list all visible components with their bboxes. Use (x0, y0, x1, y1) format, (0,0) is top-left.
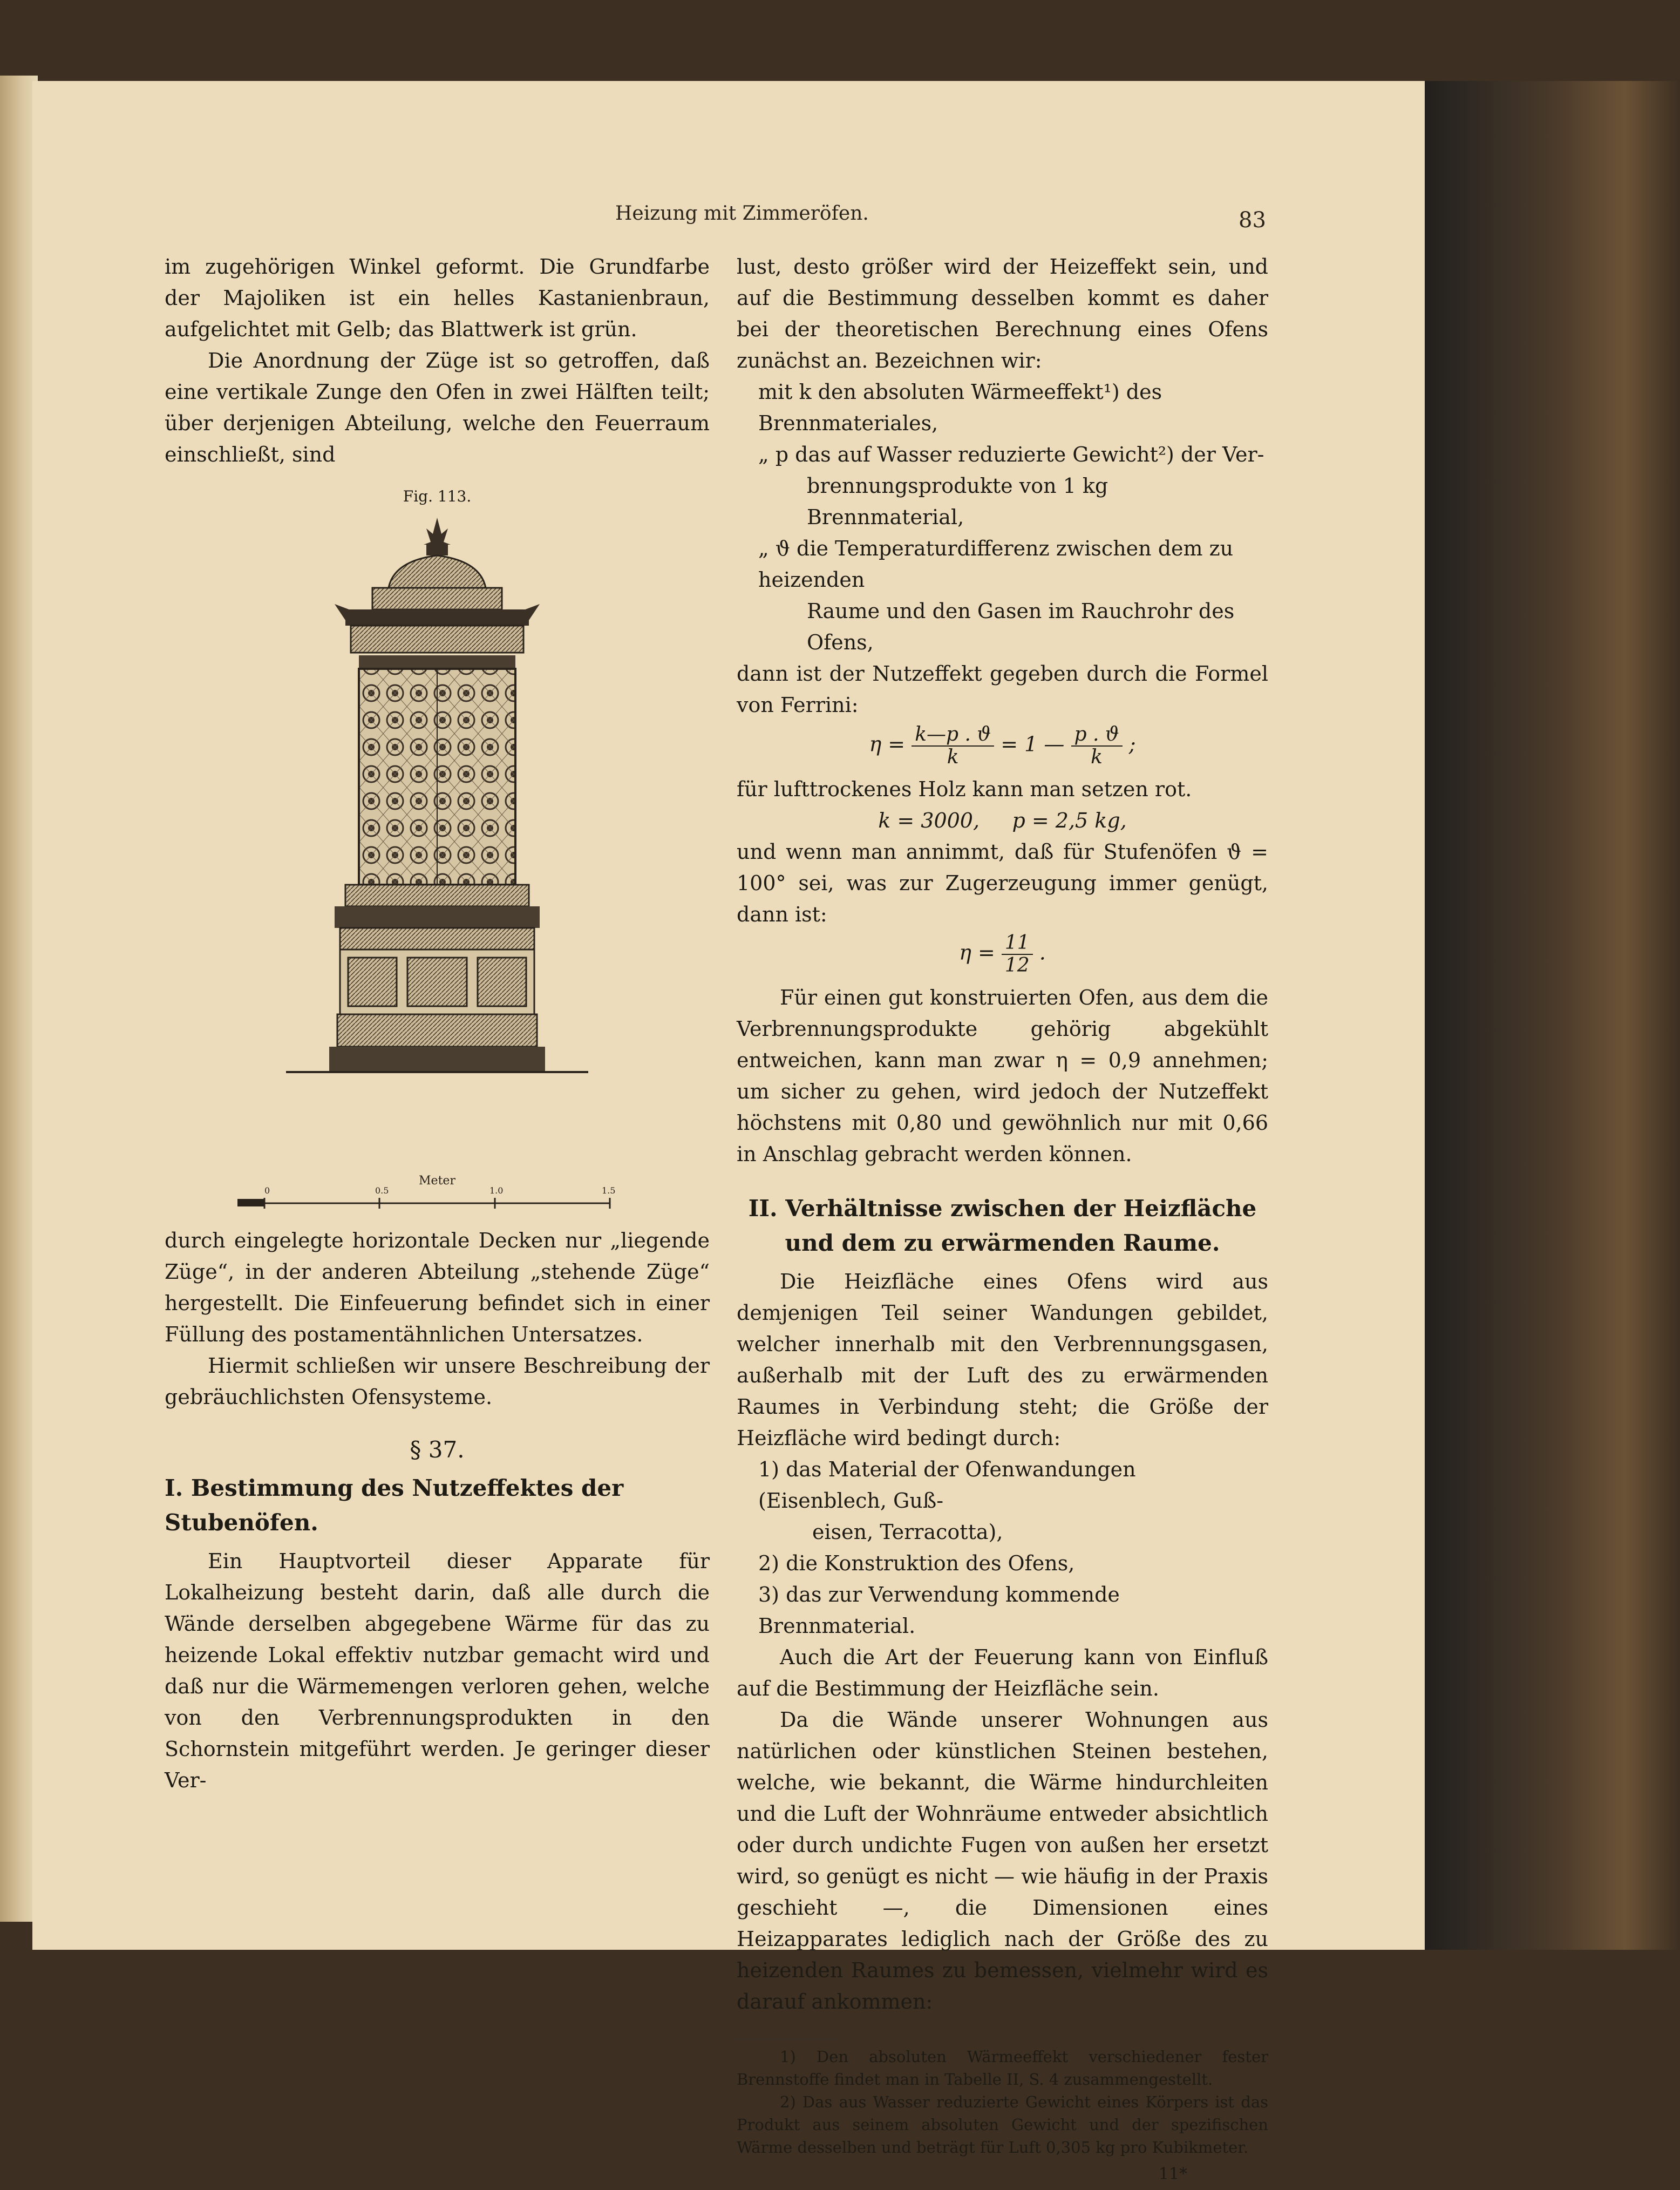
formula-text: ; (1128, 732, 1136, 756)
paragraph: Die Heizfläche eines Ofens wird aus demjenigen Teil seiner Wandungen gebildet, welcher innerhalb mit den Verbrennungsgasen, außerhalb mit der Luft des zu erwärmenden Raumes in Verbindung steht; die Größe der Heizfläche wird bedingt durch: (737, 1270, 1268, 1450)
efficiency-formula (737, 932, 1268, 977)
numerator: 11 (1002, 932, 1033, 955)
list-item: 3) das zur Verwendung kommende Brennmaterial. (758, 1583, 1120, 1638)
tiled-stove-figure (264, 518, 616, 1225)
denominator: 12 (1004, 954, 1030, 977)
fraction (912, 724, 994, 768)
formula-text: . (1039, 940, 1046, 965)
section-heading: II. Verhältnisse zwischen der Heizfläche und dem zu erwärmenden Raume. (748, 1195, 1257, 1256)
numerator: p . ϑ (1071, 724, 1123, 747)
footnote: 2) Das aus Wasser reduzierte Gewicht eines Körpers ist das Produkt aus seinem absoluten Gewicht und der spezifischen Wärme desselben und beträgt für Luft 0,305 kg pro Kubikmeter. (737, 2093, 1268, 2157)
signature-mark: 11* (1158, 2165, 1187, 2184)
scale-bar (237, 1174, 615, 1209)
list-item: eisen, Terracotta), (812, 1520, 1003, 1544)
section-heading: I. Bestimmung des Nutzeffektes der Stubenöfen. (165, 1475, 624, 1536)
paragraph: Ein Hauptvorteil dieser Apparate für Lokalheizung besteht darin, daß alle durch die Wände derselben abgegebene Wärme für das zu heizende Lokal effektiv nutzbar gemacht wird und daß nur die Wärmemengen verloren gehen, welche von den Verbrennungsprodukten in den Schornstein mitgeführt werden. Je geringer dieser Ver- (165, 1549, 710, 1792)
paragraph: im zugehörigen Winkel geformt. Die Grundfarbe der Majoliken ist ein helles Kastanienbraun, aufgelichtet mit Gelb; das Blattwerk ist grün. (165, 255, 710, 341)
scale-tick-label: 0 (264, 1185, 270, 1196)
list-item: 1) das Material der Ofenwandungen (Eisenblech, Guß- (758, 1457, 1136, 1513)
scale-tick-label: 1.0 (489, 1185, 504, 1196)
list-item: 2) die Konstruktion des Ofens, (758, 1551, 1075, 1575)
stove-frieze (351, 626, 523, 669)
formula-text: η = (959, 940, 995, 965)
stove-body (359, 669, 515, 885)
formula-text: = 1 — (1001, 732, 1065, 756)
definition-line: Raume und den Gasen im Rauchrohr des Ofens, (807, 599, 1235, 654)
definition-line: „ p das auf Wasser reduzierte Gewicht²) der Ver- (758, 443, 1264, 466)
paragraph: Da die Wände unserer Wohnungen aus natürlichen oder künstlichen Steinen bestehen, welche, wie bekannt, die Wärme hindurchleiten und die Luft der Wohnräume entweder absichtlich oder durch undichte Fugen von außen her ersetzt wird, so genügt es nicht — wie häufig in der Praxis geschieht —, die Dimensionen eines Heizapparates lediglich nach der Größe des zu heizenden Raumes zu bemessen, vielmehr wird es darauf ankommen: (737, 1708, 1268, 2013)
left-column (165, 251, 710, 1796)
running-head: Heizung mit Zimmeröfen. (615, 202, 869, 225)
scale-tick-label: 1.5 (602, 1185, 616, 1196)
definition-line: brennungsprodukte von 1 kg Brennmaterial, (807, 474, 1108, 529)
ferrini-formula (737, 724, 1268, 768)
formula-text: η = (869, 732, 906, 756)
section-number: § 37. (410, 1436, 465, 1463)
scale-tick-label: 0.5 (375, 1185, 389, 1196)
numerator: k—p . ϑ (912, 724, 994, 747)
denominator: k (947, 746, 959, 768)
right-column (737, 251, 1268, 2190)
definition-line: mit k den absoluten Wärmeeffekt¹) des Brennmateriales, (758, 380, 1162, 435)
scale-label: Meter (419, 1174, 455, 1188)
stove-dome (335, 555, 540, 626)
paragraph: dann ist der Nutzeffekt gegeben durch die Formel von Ferrini: (737, 662, 1268, 717)
page-number: 83 (1239, 208, 1266, 233)
fraction (1002, 932, 1033, 977)
definition-line: „ ϑ die Temperaturdifferenz zwischen dem zu heizenden (758, 537, 1234, 592)
paragraph: Hiermit schließen wir unsere Beschreibung der gebräuchlichsten Ofensysteme. (165, 1354, 710, 1409)
paragraph: durch eingelegte horizontale Decken nur „liegende Züge“, in der anderen Abteilung „stehende Züge“ hergestellt. Die Einfeuerung befindet sich in einer Füllung des postamentähnlichen Untersatzes. (165, 1229, 710, 1346)
footnote-rule (737, 2039, 839, 2040)
paragraph: lust, desto größer wird der Heizeffekt sein, und auf die Bestimmung desselben kommt es daher bei der theoretischen Berechnung eines Ofens zunächst an. Bezeichnen wir: (737, 255, 1268, 372)
denominator: k (1091, 746, 1103, 768)
paragraph: Für einen gut konstruierten Ofen, aus dem die Verbrennungsprodukte gehörig abgekühlt entweichen, kann man zwar η = 0,9 annehmen; um sicher zu gehen, wird jedoch der Nutzeffekt höchstens mit 0,80 und gewöhnlich nur mit 0,66 in Anschlag gebracht werden können. (737, 986, 1268, 1166)
values-line: k = 3000, p = 2,5 kg, (878, 809, 1127, 832)
stove-base (286, 885, 588, 1072)
stove-finial (424, 518, 451, 555)
figure-caption: Fig. 113. (403, 487, 472, 505)
footnote: 1) Den absoluten Wärmeeffekt verschiedener fester Brennstoffe findet man in Tabelle II, S. 4 zusammengestellt. (737, 2047, 1268, 2089)
paragraph: und wenn man annimmt, daß für Stufenöfen ϑ = 100° sei, was zur Zugerzeugung immer genügt, dann ist: (737, 840, 1268, 926)
paragraph: Die Anordnung der Züge ist so getroffen, daß eine vertikale Zunge den Ofen in zwei Hälften teilt; über derjenigen Abteilung, welche den Feuerraum einschließt, sind (165, 349, 710, 466)
fraction (1071, 724, 1123, 768)
paragraph: Auch die Art der Feuerung kann von Einfluß auf die Bestimmung der Heizfläche sein. (737, 1645, 1268, 1700)
book-cover-edge (1403, 81, 1680, 1950)
paragraph: für lufttrockenes Holz kann man setzen rot. (737, 777, 1192, 801)
